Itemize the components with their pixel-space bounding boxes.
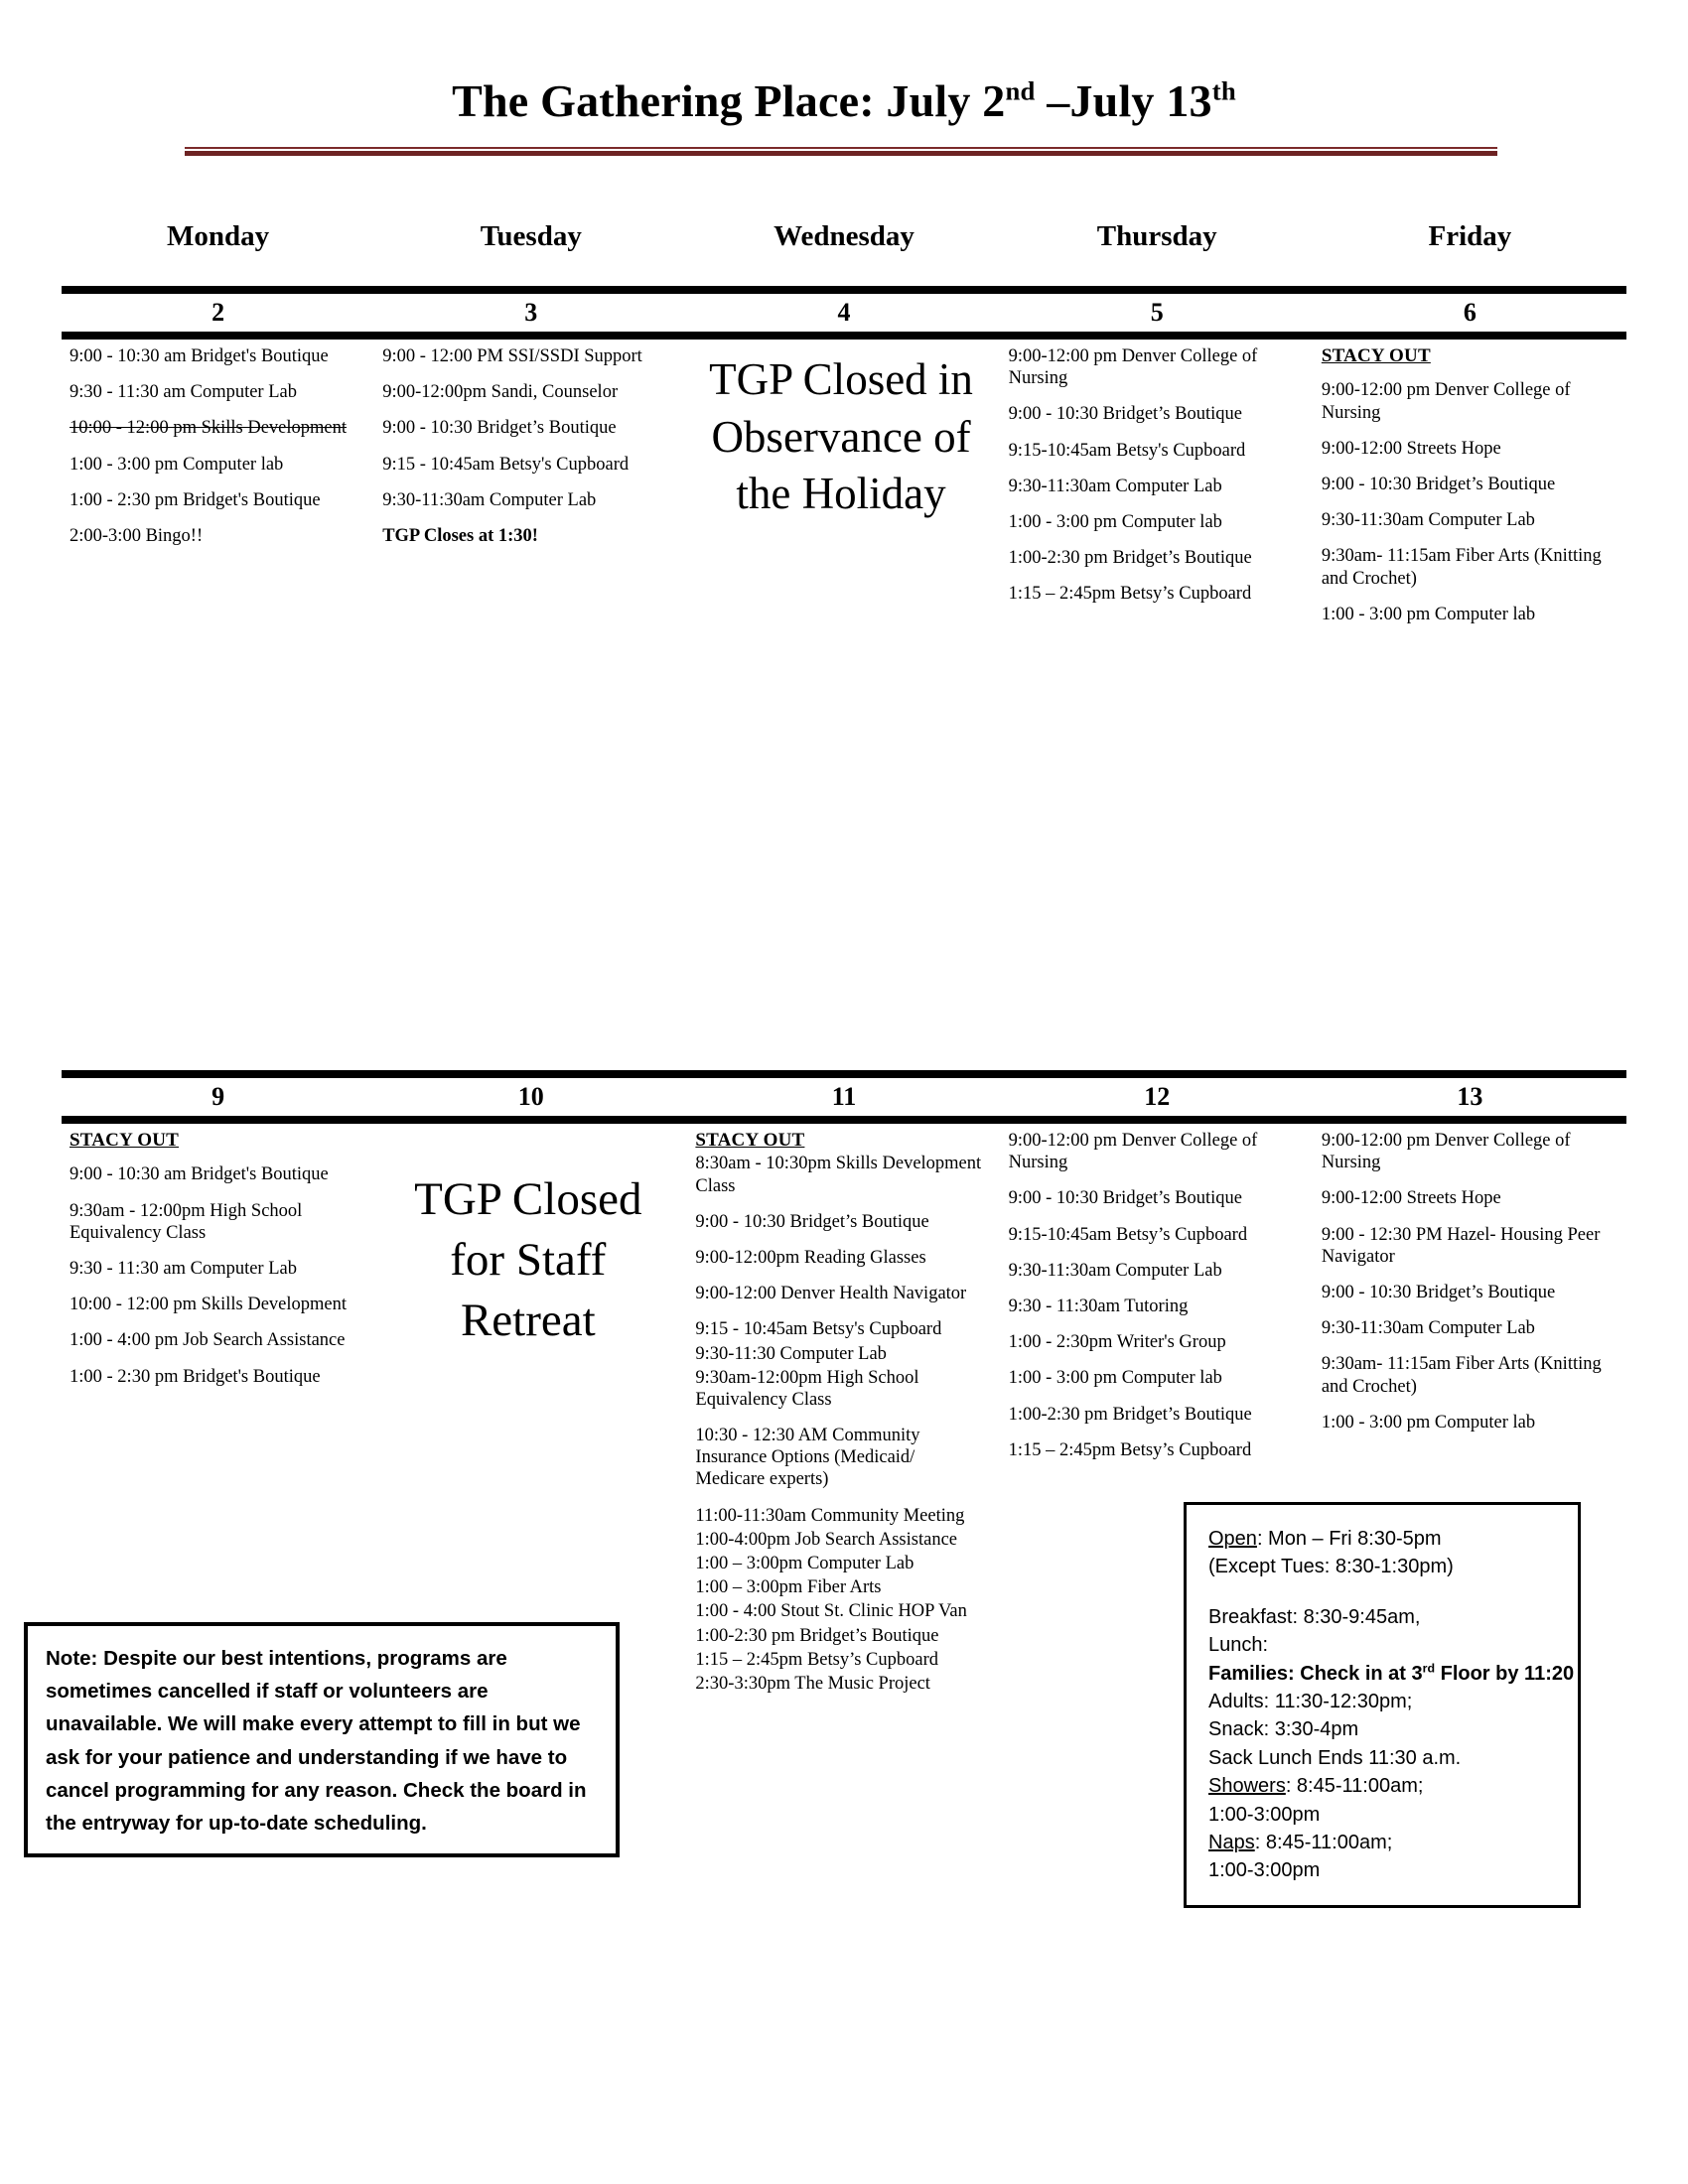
event-item: 1:00 - 2:30 pm Bridget's Boutique: [70, 489, 321, 510]
event-item: 9:30am- 11:15am Fiber Arts (Knitting and Crochet): [1321, 1354, 1602, 1397]
event-item: 9:30am-12:00pm High School Equivalency Class: [695, 1367, 919, 1410]
event-item: 2:00-3:00 Bingo!!: [70, 525, 204, 546]
event-item: 1:00-2:30 pm Bridget’s Boutique: [1008, 1404, 1252, 1425]
daynum-9: 9: [211, 1082, 225, 1111]
event-item: 9:00-12:00 pm Denver College of Nursing: [1321, 1131, 1571, 1173]
open-value: : Mon – Fri 8:30-5pm: [1256, 1528, 1442, 1550]
event-item: 1:15 – 2:45pm Betsy’s Cupboard: [1008, 584, 1252, 605]
daynum-6: 6: [1463, 298, 1477, 327]
event-item: 9:00-12:00pm Sandi, Counselor: [382, 382, 619, 403]
daynum-12: 12: [1144, 1082, 1171, 1111]
day-cell-wednesday-july-11: [687, 1124, 1000, 1697]
event-item: 9:00-12:00 pm Denver College of Nursing: [1321, 380, 1571, 423]
week2-rule-bottom: [62, 1116, 1626, 1124]
event-item: 9:15-10:45am Betsy's Cupboard: [1008, 440, 1246, 461]
event-item: 9:30-11:30am Computer Lab: [382, 489, 597, 510]
event-item: 9:00-12:00 Streets Hope: [1321, 438, 1501, 459]
event-item: 9:15 - 10:45am Betsy's Cupboard: [695, 1319, 942, 1340]
event-item: 9:00 - 12:30 PM Hazel- Housing Peer Navigator: [1321, 1224, 1601, 1267]
day-cell-tuesday-july-3: [374, 340, 687, 561]
closed-notice-wednesday-july-4: TGP Closed in Observance of the Holiday: [709, 354, 973, 519]
daynum-2: 2: [211, 298, 225, 327]
event-item: 1:00-2:30 pm Bridget’s Boutique: [1008, 548, 1252, 569]
note-box-text: Note: Despite our best intentions, programs are sometimes cancelled if staff or volunteers are unavailable. We will make every attempt to fill in but we ask for your patience and understanding if we have to cancel programming for any reason. Check the board in the entryway for up-to-date scheduling.: [46, 1647, 587, 1836]
open-label: Open: [1208, 1528, 1257, 1550]
title-ordinal-1: nd: [1005, 75, 1036, 106]
title-mid: –July 13: [1035, 75, 1212, 126]
breakfast-line: Breakfast: 8:30-9:45am,: [1208, 1605, 1421, 1628]
event-item: 9:00-12:00 Denver Health Navigator: [695, 1284, 967, 1304]
event-item: 9:00 - 10:30 Bridget’s Boutique: [1321, 474, 1556, 494]
day-cell-friday-july-13: [1314, 1124, 1626, 1447]
title-divider-rule: [185, 147, 1497, 156]
week2-daynum-row: [62, 1078, 1626, 1116]
event-item: 9:30 - 11:30am Tutoring: [1008, 1296, 1189, 1316]
families-post: Floor by 11:20: [1435, 1662, 1575, 1685]
title-ordinal-2: th: [1211, 75, 1236, 106]
event-item: 9:30 - 11:30 am Computer Lab: [70, 382, 297, 403]
daynum-13: 13: [1457, 1082, 1483, 1111]
event-item: 2:30-3:30pm The Music Project: [695, 1673, 930, 1694]
event-item: 9:30-11:30am Computer Lab: [1008, 476, 1222, 496]
event-item: 9:00 - 10:30 Bridget’s Boutique: [1008, 404, 1242, 425]
naps-second-line: 1:00-3:00pm: [1208, 1859, 1321, 1882]
hours-info-box: [1184, 1502, 1581, 1908]
sack-lunch-line: Sack Lunch Ends 11:30 a.m.: [1208, 1746, 1462, 1769]
staff-out-header: STACY OUT: [1321, 345, 1431, 366]
week1-daynum-row: [62, 294, 1626, 332]
calendar-week-1: [62, 286, 1626, 639]
event-item: 1:00 - 3:00 pm Computer lab: [1321, 604, 1536, 624]
event-item: 10:30 - 12:30 AM Community Insurance Options (Medicaid/ Medicare experts): [695, 1426, 920, 1490]
families-line: [1208, 1660, 1575, 1688]
snack-line: Snack: 3:30-4pm: [1208, 1718, 1359, 1741]
daynum-3: 3: [524, 298, 538, 327]
weekday-monday: Monday: [167, 220, 270, 252]
event-item: 9:00 - 12:00 PM SSI/SSDI Support: [382, 346, 642, 366]
day-cell-monday-july-2: [62, 340, 374, 561]
daynum-10: 10: [517, 1082, 544, 1111]
event-item: 9:30-11:30 Computer Lab: [695, 1343, 887, 1364]
open-exception-line: (Except Tues: 8:30-1:30pm): [1208, 1556, 1454, 1578]
event-item: 1:00 - 2:30pm Writer's Group: [1008, 1332, 1226, 1353]
event-item: 1:00-4:00pm Job Search Assistance: [695, 1529, 957, 1550]
event-item: 9:30 - 11:30 am Computer Lab: [70, 1258, 297, 1279]
event-item: 9:30am - 12:00pm High School Equivalency Class: [70, 1200, 303, 1243]
event-item: 9:30-11:30am Computer Lab: [1321, 510, 1535, 531]
week1-cells: [62, 340, 1626, 639]
open-hours-line: [1208, 1525, 1562, 1553]
event-item: 9:00-12:00 Streets Hope: [1321, 1188, 1501, 1209]
weekday-tuesday: Tuesday: [480, 220, 582, 252]
showers-second-line: 1:00-3:00pm: [1208, 1803, 1321, 1826]
week2-rule-top: [62, 1070, 1626, 1078]
showers-line: [1208, 1772, 1562, 1800]
info-box-spacer: [1208, 1581, 1562, 1603]
event-item: 9:00 - 10:30 Bridget’s Boutique: [1321, 1282, 1556, 1302]
event-item: 9:00 - 10:30 Bridget’s Boutique: [1008, 1188, 1242, 1209]
event-item: 9:00-12:00 pm Denver College of Nursing: [1008, 1131, 1258, 1173]
naps-label: Naps: [1208, 1831, 1255, 1853]
event-item: 9:00 - 10:30 Bridget’s Boutique: [382, 418, 617, 439]
weekday-header-row: [62, 220, 1626, 253]
event-item: 1:00 - 3:00 pm Computer lab: [1321, 1412, 1536, 1433]
event-item: 9:15 - 10:45am Betsy's Cupboard: [382, 454, 630, 475]
event-item: 1:00 - 3:00 pm Computer lab: [1008, 511, 1222, 532]
page-title: [0, 77, 1688, 125]
event-item: 1:00 - 3:00 pm Computer lab: [70, 454, 284, 475]
event-item: 10:00 - 12:00 pm Skills Development: [70, 418, 348, 439]
staff-out-header: STACY OUT: [70, 1130, 180, 1151]
weekday-friday: Friday: [1428, 220, 1512, 252]
closed-notice-tuesday-july-10: TGP Closed for Staff Retreat: [414, 1173, 642, 1347]
day-cell-wednesday-july-4: [687, 340, 1000, 523]
event-item: TGP Closes at 1:30!: [382, 525, 538, 546]
event-item: 8:30am - 10:30pm Skills Development Class: [695, 1154, 982, 1196]
families-pre: Families: Check in at 3: [1208, 1662, 1423, 1685]
event-item: 1:00 - 2:30 pm Bridget's Boutique: [70, 1366, 321, 1387]
naps-value: : 8:45-11:00am;: [1254, 1831, 1393, 1853]
daynum-5: 5: [1150, 298, 1164, 327]
day-cell-tuesday-july-10: [374, 1124, 687, 1351]
staff-out-header: STACY OUT: [695, 1130, 805, 1151]
event-item: 1:15 – 2:45pm Betsy’s Cupboard: [695, 1649, 939, 1670]
daynum-11: 11: [831, 1082, 857, 1111]
daynum-4: 4: [837, 298, 851, 327]
event-item: 9:00 - 10:30 Bridget’s Boutique: [695, 1211, 929, 1232]
note-box: [24, 1622, 620, 1857]
title-main: The Gathering Place: July 2: [452, 75, 1006, 126]
event-item: 1:00 - 3:00 pm Computer lab: [1008, 1368, 1222, 1389]
event-item: 1:00 - 4:00 Stout St. Clinic HOP Van: [695, 1601, 967, 1622]
event-item: 1:00-2:30 pm Bridget’s Boutique: [695, 1625, 939, 1646]
showers-value: : 8:45-11:00am;: [1285, 1775, 1424, 1798]
event-item: 9:00 - 10:30 am Bridget's Boutique: [70, 1164, 329, 1185]
naps-line: [1208, 1829, 1562, 1856]
event-item: 1:15 – 2:45pm Betsy’s Cupboard: [1008, 1439, 1252, 1460]
title-text: [0, 77, 1688, 125]
event-item: 10:00 - 12:00 pm Skills Development: [70, 1295, 348, 1315]
event-item: 9:00-12:00pm Reading Glasses: [695, 1247, 926, 1268]
lunch-label-line: Lunch:: [1208, 1634, 1269, 1657]
week1-rule-top: [62, 286, 1626, 294]
week1-rule-bottom: [62, 332, 1626, 340]
event-item: 9:00-12:00 pm Denver College of Nursing: [1008, 346, 1258, 389]
event-item: 1:00 - 4:00 pm Job Search Assistance: [70, 1330, 346, 1351]
event-item: 1:00 – 3:00pm Fiber Arts: [695, 1577, 882, 1598]
event-item: 9:30-11:30am Computer Lab: [1321, 1318, 1535, 1339]
weekday-thursday: Thursday: [1096, 220, 1217, 252]
day-cell-thursday-july-5: [1001, 340, 1314, 619]
event-item: 9:00 - 10:30 am Bridget's Boutique: [70, 346, 329, 366]
event-item: 11:00-11:30am Community Meeting: [695, 1505, 965, 1526]
weekday-wednesday: Wednesday: [774, 220, 914, 252]
event-item: 9:30am- 11:15am Fiber Arts (Knitting and Crochet): [1321, 546, 1602, 589]
event-item: 1:00 – 3:00pm Computer Lab: [695, 1554, 914, 1574]
day-cell-friday-july-6: [1314, 340, 1626, 639]
event-item: 9:30-11:30am Computer Lab: [1008, 1260, 1222, 1281]
day-cell-monday-july-9: [62, 1124, 374, 1402]
event-item: 9:15-10:45am Betsy’s Cupboard: [1008, 1224, 1248, 1245]
families-ordinal: rd: [1422, 1660, 1436, 1675]
day-cell-thursday-july-12: [1001, 1124, 1314, 1475]
showers-label: Showers: [1208, 1775, 1286, 1798]
adults-lunch-line: Adults: 11:30-12:30pm;: [1208, 1690, 1413, 1712]
